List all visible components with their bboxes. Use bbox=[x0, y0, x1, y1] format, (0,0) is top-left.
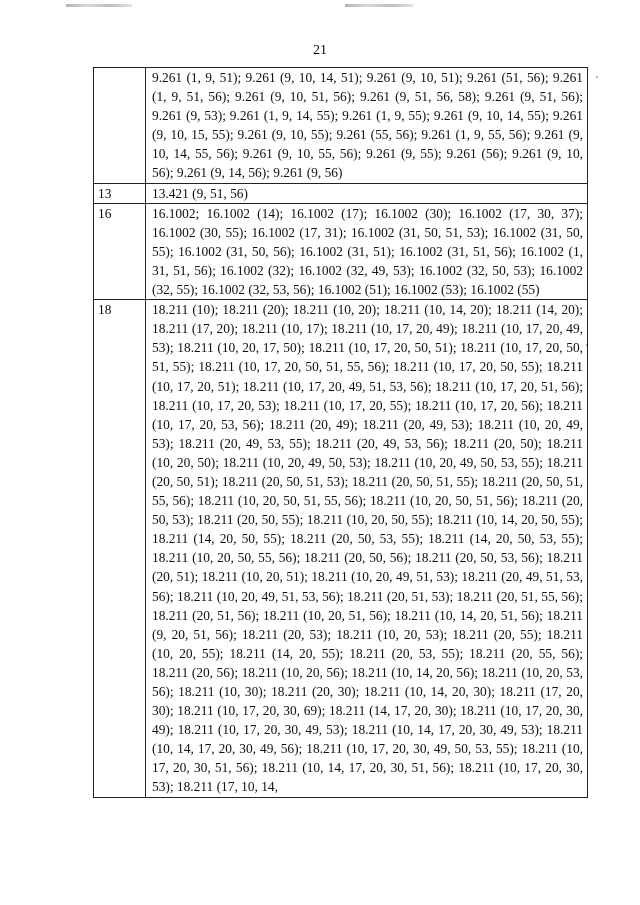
row-number: 13 bbox=[94, 183, 146, 203]
row-number: 18 bbox=[94, 300, 146, 797]
codes-table bbox=[93, 67, 588, 798]
margin-mark bbox=[596, 76, 598, 78]
scan-artifact-right bbox=[345, 4, 413, 7]
table-row bbox=[94, 68, 588, 184]
table-row bbox=[94, 300, 588, 797]
row-number bbox=[94, 68, 146, 184]
row-content: 16.1002; 16.1002 (14); 16.1002 (17); 16.1002 (30); 16.1002 (17, 30, 37); 16.1002 (30, 55); 16.1002 (17, 31); 16.1002 (31, 50, 51, 53); 16.1002 (31, 50, 55); 16.1002 (31, 50, 56); 16.1002 (31, 51); 16.1002 (31, 51, 56); 16.1002 (1, 31, 51, 56); 16.1002 (32); 16.1002 (32, 49, 53); 16.1002 (32, 50, 53); 16.1002 (32, 55); 16.1002 (32, 53, 56); 16.1002 (51); 16.1002 (53); 16.1002 (55) bbox=[146, 203, 588, 299]
scan-artifact-left bbox=[66, 4, 132, 7]
row-content: 9.261 (1, 9, 51); 9.261 (9, 10, 14, 51); 9.261 (9, 10, 51); 9.261 (51, 56); 9.261 (1, 9, 51, 56); 9.261 (9, 10, 51, 56); 9.261 (9, 51, 56, 58); 9.261 (9, 51, 56); 9.261 (9, 53); 9.261 (1, 9, 14, 55); 9.261 (1, 9, 55); 9.261 (9, 10, 14, 55); 9.261 (9, 10, 15, 55); 9.261 (9, 10, 55); 9.261 (55, 56); 9.261 (1, 9, 55, 56); 9.261 (9, 10, 14, 55, 56); 9.261 (9, 10, 55, 56); 9.261 (9, 55); 9.261 (56); 9.261 (9, 10, 56); 9.261 (9, 14, 56); 9.261 (9, 56) bbox=[146, 68, 588, 184]
row-number: 16 bbox=[94, 203, 146, 299]
row-content: 13.421 (9, 51, 56) bbox=[146, 183, 588, 203]
table-row bbox=[94, 183, 588, 203]
table-row bbox=[94, 203, 588, 299]
row-content: 18.211 (10); 18.211 (20); 18.211 (10, 20); 18.211 (10, 14, 20); 18.211 (14, 20); 18.211 (17, 20); 18.211 (10, 17); 18.211 (10, 17, 20, 49); 18.211 (10, 17, 20, 49, 53); 18.211 (10, 20, 17, 50); 18.211 (10, 17, 20, 50, 51); 18.211 (10, 17, 20, 50, 51, 55); 18.211 (10, 17, 20, 50, 51, 55, 56); 18.211 (10, 17, 20, 50, 55); 18.211 (10, 17, 20, 51); 18.211 (10, 17, 20, 49, 51, 53, 56); 18.211 (10, 17, 20, 51, 56); 18.211 (10, 17, 20, 53); 18.211 (10, 17, 20, 55); 18.211 (10, 17, 20, 56); 18.211 (10, 17, 20, 53, 56); 18.211 (20, 49); 18.211 (20, 49, 53); 18.211 (10, 20, 49, 53); 18.211 (20, 49, 53, 55); 18.211 (20, 49, 53, 56); 18.211 (20, 50); 18.211 (10, 20, 50); 18.211 (10, 20, 49, 50, 53); 18.211 (10, 20, 49, 50, 53, 55); 18.211 (20, 50, 51); 18.211 (20, 50, 51, 53); 18.211 (20, 50, 51, 55); 18.211 (20, 50, 51, 55, 56); 18.211 (10, 20, 50, 51, 55, 56); 18.211 (10, 20, 50, 51, 56); 18.211 (20, 50, 53); 18.211 (20, 50, 55); 18.211 (10, 20, 50, 55); 18.211 (10, 14, 20, 50, 55); 18.211 (14, 20, 50, 55); 18.211 (20, 50, 53, 55); 18.211 (14, 20, 50, 53, 55); 18.211 (10, 20, 50, 55, 56); 18.211 (20, 50, 56); 18.211 (20, 50, 53, 56); 18.211 (20, 51); 18.211 (10, 20, 51); 18.211 (10, 20, 49, 51, 53); 18.211 (20, 49, 51, 53, 56); 18.211 (10, 20, 49, 51, 53, 56); 18.211 (20, 51, 53); 18.211 (20, 51, 55, 56); 18.211 (20, 51, 56); 18.211 (10, 20, 51, 56); 18.211 (10, 14, 20, 51, 56); 18.211 (9, 20, 51, 56); 18.211 (20, 53); 18.211 (10, 20, 53); 18.211 (20, 55); 18.211 (10, 20, 55); 18.211 (14, 20, 55); 18.211 (20, 53, 55); 18.211 (20, 55, 56); 18.211 (20, 56); 18.211 (10, 20, 56); 18.211 (10, 14, 20, 56); 18.211 (10, 20, 53, 56); 18.211 (10, 30); 18.211 (20, 30); 18.211 (10, 14, 20, 30); 18.211 (17, 20, 30); 18.211 (10, 17, 20, 30, 69); 18.211 (14, 17, 20, 30); 18.211 (10, 17, 20, 30, 49); 18.211 (10, 17, 20, 30, 49, 53); 18.211 (10, 14, 17, 20, 30, 49, 53); 18.211 (10, 14, 17, 20, 30, 49, 56); 18.211 (10, 17, 20, 30, 49, 50, 53, 55); 18.211 (10, 17, 20, 30, 51, 56); 18.211 (10, 14, 17, 20, 30, 51, 56); 18.211 (10, 17, 20, 30, 53); 18.211 (17, 10, 14, bbox=[146, 300, 588, 797]
page-number: 21 bbox=[313, 43, 327, 58]
